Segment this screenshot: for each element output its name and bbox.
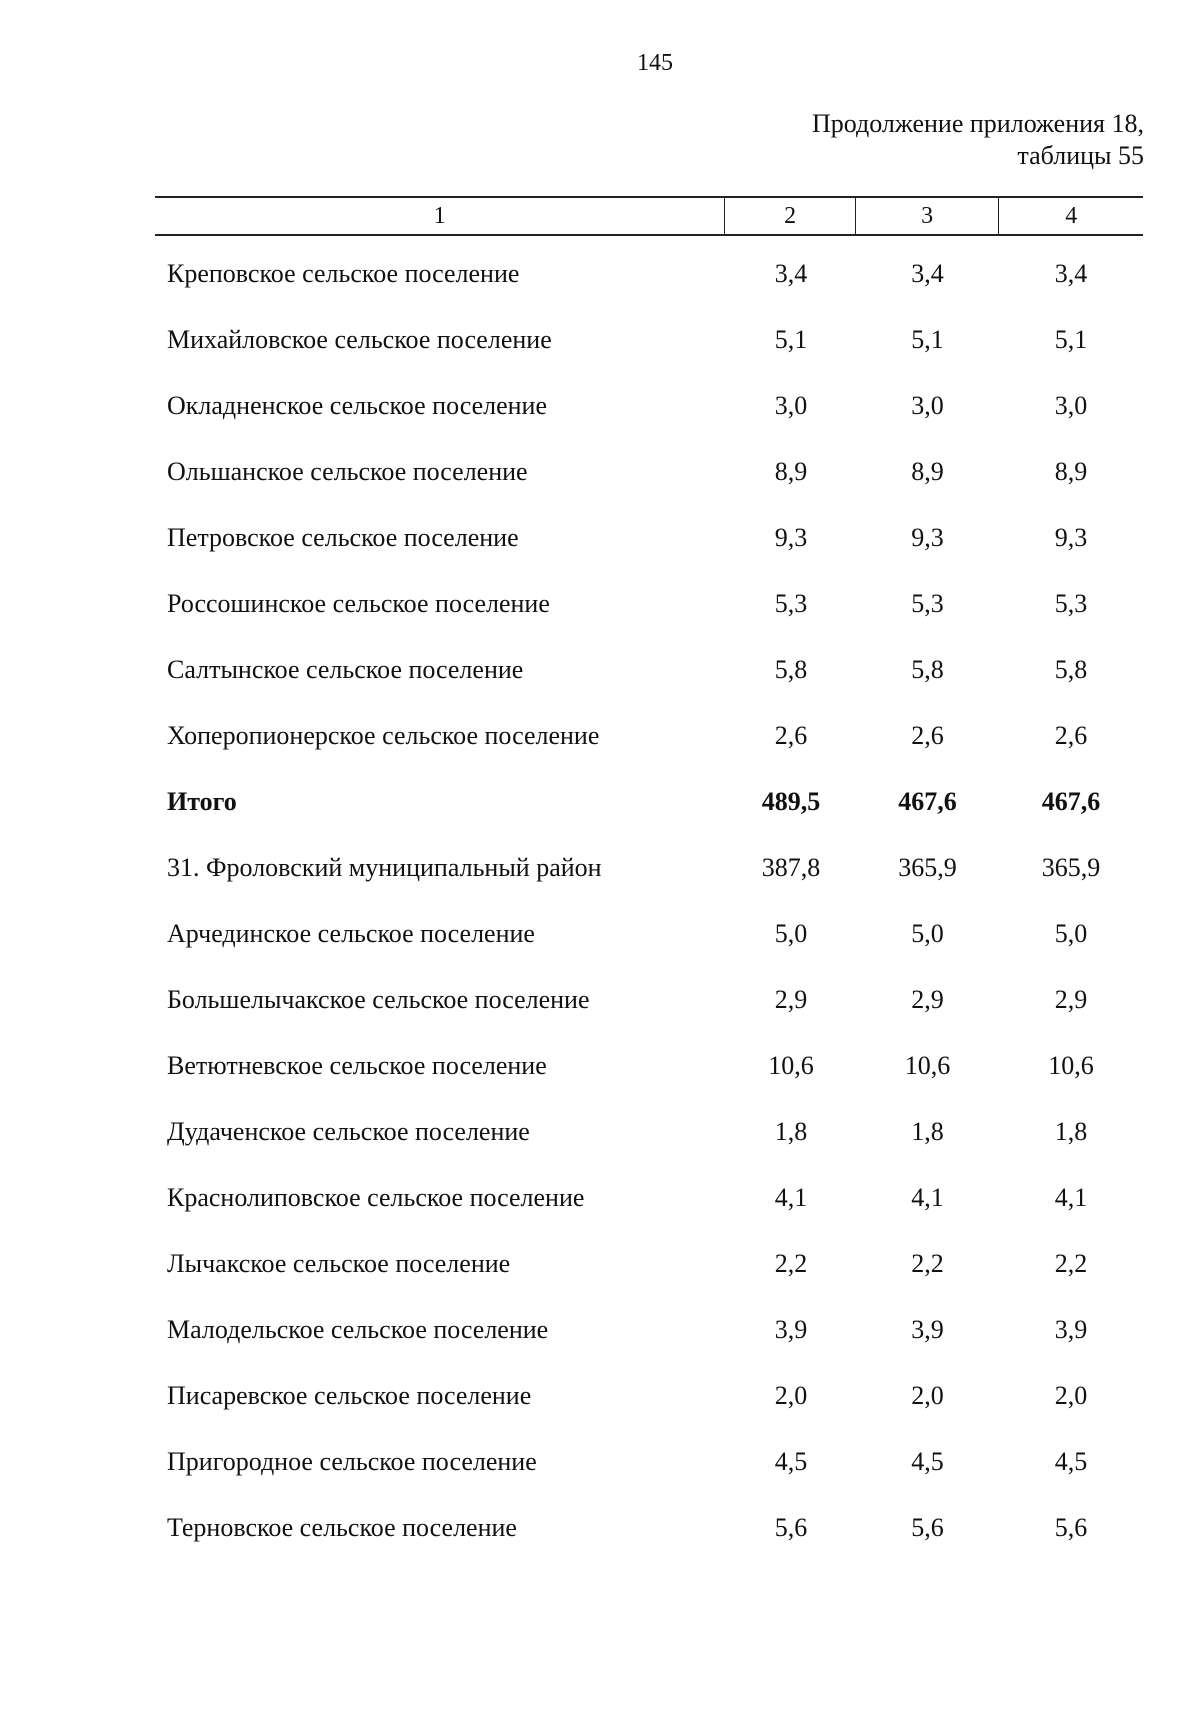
header-col-3: 3	[856, 198, 1000, 234]
row-name: Россошинское сельское поселение	[167, 589, 550, 618]
row-value-col-2: 3,0	[774, 391, 808, 420]
row-value-col-4: 3,9	[1054, 1315, 1088, 1344]
row-name: Хоперопионерское сельское поселение	[167, 721, 600, 750]
row-value-col-4: 365,9	[1041, 853, 1101, 882]
header-col-1: 1	[155, 198, 725, 234]
row-value-col-3: 2,9	[911, 985, 944, 1014]
row-name: Креповское сельское поселение	[167, 259, 520, 288]
continuation-note	[812, 108, 1144, 172]
table-row	[155, 967, 1143, 1033]
row-value-col-2: 2,6	[774, 721, 808, 750]
row-value-col-2: 10,6	[768, 1051, 814, 1080]
row-name: Лычакское сельское поселение	[167, 1249, 511, 1278]
header-col-2: 2	[725, 198, 856, 234]
row-value-col-3: 365,9	[898, 853, 957, 882]
row-value-col-3: 5,3	[911, 589, 944, 618]
row-value-col-3: 467,6	[898, 787, 957, 816]
row-value-col-4: 3,4	[1054, 259, 1088, 288]
row-value-col-3: 8,9	[911, 457, 944, 486]
row-name: Большелычакское сельское поселение	[167, 985, 590, 1014]
row-value-col-4: 10,6	[1048, 1051, 1094, 1080]
row-name: Дудаченское сельское поселение	[167, 1117, 530, 1146]
row-name: Терновское сельское поселение	[167, 1513, 517, 1542]
row-value-col-2: 3,9	[774, 1315, 808, 1344]
table-row	[155, 307, 1143, 373]
table-row	[155, 1363, 1143, 1429]
table-row	[155, 769, 1143, 835]
row-value-col-2: 9,3	[774, 523, 808, 552]
row-value-col-3: 1,8	[911, 1117, 944, 1146]
row-name: Петровское сельское поселение	[167, 523, 519, 552]
row-value-col-4: 5,3	[1054, 589, 1088, 618]
row-value-col-2: 3,4	[774, 259, 808, 288]
row-value-col-4: 5,6	[1054, 1513, 1088, 1542]
table-row	[155, 835, 1143, 901]
row-name: Итого	[167, 787, 237, 816]
table-row	[155, 1099, 1143, 1165]
continuation-line-1: Продолжение приложения 18,	[811, 109, 1144, 138]
row-value-col-4: 2,6	[1054, 721, 1088, 750]
row-value-col-2: 2,9	[774, 985, 808, 1014]
row-value-col-2: 387,8	[761, 853, 821, 882]
continuation-line-2: таблицы 55	[1017, 141, 1144, 170]
row-value-col-3: 5,6	[911, 1513, 944, 1542]
row-value-col-4: 8,9	[1054, 457, 1088, 486]
row-name: Ветютневское сельское поселение	[167, 1051, 547, 1080]
table-row	[155, 1429, 1143, 1495]
row-value-col-3: 2,2	[911, 1249, 944, 1278]
table-row	[155, 241, 1143, 307]
page-number: 145	[637, 50, 673, 76]
row-name: Писаревское сельское поселение	[167, 1381, 532, 1410]
row-value-col-4: 5,0	[1054, 919, 1088, 948]
table-body	[155, 241, 1143, 1561]
row-name: Окладненское сельское поселение	[167, 391, 548, 420]
table-row	[155, 901, 1143, 967]
row-value-col-3: 3,4	[911, 259, 944, 288]
row-value-col-3: 5,8	[911, 655, 944, 684]
row-value-col-2: 2,0	[774, 1381, 808, 1410]
row-value-col-2: 489,5	[761, 787, 821, 816]
row-value-col-4: 2,9	[1054, 985, 1088, 1014]
row-value-col-2: 1,8	[774, 1117, 808, 1146]
row-name: Краснолиповское сельское поселение	[167, 1183, 585, 1212]
table-header	[155, 196, 1143, 236]
row-value-col-4: 3,0	[1054, 391, 1088, 420]
row-value-col-4: 9,3	[1054, 523, 1088, 552]
row-value-col-2: 4,5	[774, 1447, 808, 1476]
row-value-col-4: 5,1	[1054, 325, 1088, 354]
row-value-col-2: 5,6	[774, 1513, 808, 1542]
row-value-col-4: 2,0	[1054, 1381, 1088, 1410]
row-value-col-4: 4,1	[1054, 1183, 1088, 1212]
table-row	[155, 703, 1143, 769]
row-name: Арчединское сельское поселение	[167, 919, 535, 948]
row-value-col-2: 5,3	[774, 589, 808, 618]
table-row	[155, 637, 1143, 703]
header-col-4: 4	[1065, 202, 1078, 229]
row-value-col-4: 5,8	[1054, 655, 1088, 684]
row-value-col-3: 5,0	[911, 919, 944, 948]
table-row	[155, 1165, 1143, 1231]
row-value-col-3: 4,1	[911, 1183, 944, 1212]
row-value-col-4: 4,5	[1054, 1447, 1088, 1476]
row-value-col-2: 5,1	[774, 325, 808, 354]
row-value-col-4: 1,8	[1054, 1117, 1088, 1146]
row-value-col-3: 5,1	[911, 325, 944, 354]
table-row	[155, 1033, 1143, 1099]
row-value-col-3: 9,3	[911, 523, 944, 552]
row-value-col-3: 2,6	[911, 721, 944, 750]
row-value-col-2: 5,0	[774, 919, 808, 948]
table-row	[155, 373, 1143, 439]
table-row	[155, 439, 1143, 505]
row-name: Малодельское сельское поселение	[167, 1315, 549, 1344]
row-value-col-4: 467,6	[1041, 787, 1101, 816]
table-row	[155, 1495, 1143, 1561]
row-value-col-2: 8,9	[774, 457, 808, 486]
row-value-col-3: 3,0	[911, 391, 944, 420]
table-row	[155, 1231, 1143, 1297]
row-name: Салтынское сельское поселение	[167, 655, 524, 684]
row-value-col-3: 3,9	[911, 1315, 944, 1344]
table-row	[155, 505, 1143, 571]
row-value-col-2: 4,1	[774, 1183, 808, 1212]
table-row	[155, 1297, 1143, 1363]
row-value-col-2: 5,8	[774, 655, 808, 684]
row-value-col-3: 2,0	[911, 1381, 944, 1410]
row-name: Пригородное сельское поселение	[167, 1447, 537, 1476]
row-name: Ольшанское сельское поселение	[167, 457, 528, 486]
row-value-col-4: 2,2	[1054, 1249, 1088, 1278]
row-value-col-3: 4,5	[911, 1447, 944, 1476]
row-value-col-2: 2,2	[774, 1249, 808, 1278]
row-value-col-3: 10,6	[904, 1051, 951, 1080]
table-row	[155, 571, 1143, 637]
row-name: Михайловское сельское поселение	[167, 325, 552, 354]
row-name: 31. Фроловский муниципальный район	[167, 853, 602, 882]
